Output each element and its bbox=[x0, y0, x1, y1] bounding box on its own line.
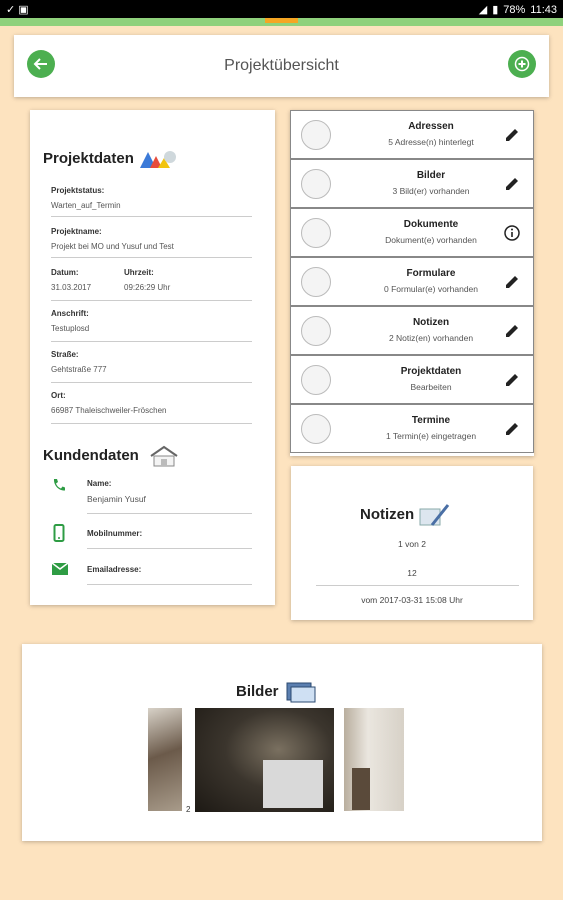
battery-percent: 78% bbox=[503, 3, 526, 16]
menu-item-subtitle: Bearbeiten bbox=[410, 382, 452, 392]
clock: 11:43 bbox=[530, 3, 557, 16]
notes-title bbox=[360, 503, 454, 527]
field-value: Testuplosd bbox=[51, 324, 90, 333]
field-label: Straße: bbox=[51, 350, 79, 359]
menu-item-title: Termine bbox=[411, 415, 451, 426]
notes-card[interactable] bbox=[291, 466, 533, 620]
gallery-counter: 2 bbox=[186, 805, 191, 814]
images-title-text: Bilder bbox=[236, 682, 279, 700]
menu-item-title: Projektdaten bbox=[400, 366, 462, 377]
menu-item-subtitle: 3 Bild(er) vorhanden bbox=[392, 186, 470, 196]
customer-name-field bbox=[87, 479, 252, 514]
menu-item-subtitle: 1 Termin(e) eingetragen bbox=[385, 431, 477, 441]
customer-email-field bbox=[87, 565, 252, 585]
field-street bbox=[51, 350, 252, 383]
image-detail bbox=[263, 760, 323, 808]
menu-item-title: Dokumente bbox=[403, 219, 459, 230]
menu-item-dokumente[interactable] bbox=[290, 208, 534, 257]
menu-item-title: Bilder bbox=[416, 170, 446, 181]
field-label-date: Datum: bbox=[51, 268, 79, 277]
field-value: 66987 Thaleischweiler-Fröschen bbox=[51, 406, 167, 415]
field-label: Projektstatus: bbox=[51, 186, 105, 195]
project-menu bbox=[290, 110, 534, 456]
photo-icon: ▣ bbox=[18, 4, 29, 16]
calendar-icon bbox=[301, 414, 331, 444]
menu-item-title: Formulare bbox=[406, 268, 456, 279]
images-card bbox=[22, 644, 542, 841]
email-icon bbox=[51, 562, 69, 576]
gallery-image-current[interactable] bbox=[195, 708, 334, 812]
status-bar bbox=[0, 0, 563, 18]
notes-icon bbox=[418, 503, 454, 527]
edit-icon[interactable] bbox=[503, 273, 521, 291]
menu-item-termine[interactable] bbox=[290, 404, 534, 453]
field-value: Benjamin Yusuf bbox=[87, 494, 146, 504]
photos-icon bbox=[301, 169, 331, 199]
notes-title-text: Notizen bbox=[360, 505, 415, 523]
menu-item-bilder[interactable] bbox=[290, 159, 534, 208]
info-icon[interactable] bbox=[503, 224, 521, 242]
notes-divider bbox=[316, 585, 519, 586]
field-value-date: 31.03.2017 bbox=[51, 283, 92, 292]
notes-icon bbox=[301, 316, 331, 346]
field-label: Emailadresse: bbox=[87, 565, 142, 574]
house-icon bbox=[301, 120, 331, 150]
check-icon: ✓ bbox=[6, 4, 16, 16]
field-date-time bbox=[51, 268, 252, 301]
edit-icon[interactable] bbox=[503, 126, 521, 144]
field-project-status bbox=[51, 186, 252, 217]
field-label-time: Uhrzeit: bbox=[124, 268, 154, 277]
menu-item-notizen[interactable] bbox=[290, 306, 534, 355]
field-value: Warten_auf_Termin bbox=[51, 201, 121, 210]
field-project-name bbox=[51, 227, 252, 258]
menu-item-title: Notizen bbox=[412, 317, 450, 328]
project-data-title bbox=[43, 148, 178, 170]
menu-item-subtitle: 5 Adresse(n) hinterlegt bbox=[388, 137, 474, 147]
phone-icon bbox=[51, 477, 67, 493]
top-tab-indicator bbox=[265, 18, 298, 23]
field-label: Ort: bbox=[51, 391, 66, 400]
field-address bbox=[51, 309, 252, 342]
gallery-image-prev[interactable] bbox=[148, 708, 182, 811]
menu-item-projektdaten[interactable] bbox=[290, 355, 534, 404]
field-value-time: 09:26:29 Uhr bbox=[124, 283, 171, 292]
menu-item-adressen[interactable] bbox=[290, 110, 534, 159]
menu-item-subtitle: 0 Formular(e) vorhanden bbox=[383, 284, 478, 294]
notes-page-indicator: 1 von 2 bbox=[398, 539, 426, 549]
edit-icon[interactable] bbox=[503, 371, 521, 389]
status-right bbox=[479, 3, 557, 16]
notes-date: vom 2017-03-31 15:08 Uhr bbox=[361, 595, 463, 605]
documents-icon bbox=[301, 218, 331, 248]
chart-icon bbox=[138, 148, 178, 170]
notes-content: 12 bbox=[407, 568, 417, 578]
plus-icon bbox=[514, 56, 530, 72]
customer-data-title bbox=[43, 444, 181, 468]
gallery-image-next[interactable] bbox=[344, 708, 404, 811]
customer-mobile-field bbox=[87, 529, 252, 549]
photos-icon bbox=[283, 680, 319, 704]
field-label: Name: bbox=[87, 479, 112, 488]
edit-icon[interactable] bbox=[503, 175, 521, 193]
project-data-title-text: Projektdaten bbox=[43, 149, 134, 167]
field-value: Gehtstraße 777 bbox=[51, 365, 107, 374]
field-value: Projekt bei MO und Yusuf und Test bbox=[51, 242, 174, 251]
status-left-icons bbox=[6, 3, 29, 16]
menu-item-subtitle: Dokument(e) vorhanden bbox=[385, 235, 477, 245]
images-title bbox=[236, 680, 319, 704]
menu-item-formulare[interactable] bbox=[290, 257, 534, 306]
field-city bbox=[51, 391, 252, 424]
field-label: Mobilnummer: bbox=[87, 529, 143, 538]
signal-icon: ◢ bbox=[478, 4, 488, 16]
page-title: Projektübersicht bbox=[224, 57, 339, 74]
field-label: Projektname: bbox=[51, 227, 102, 236]
house-icon bbox=[147, 444, 181, 468]
chart-icon bbox=[301, 365, 331, 395]
project-data-card bbox=[30, 110, 275, 605]
menu-item-title: Adressen bbox=[408, 121, 454, 132]
edit-icon[interactable] bbox=[503, 420, 521, 438]
forms-icon bbox=[301, 267, 331, 297]
customer-data-title-text: Kundendaten bbox=[43, 446, 139, 464]
battery-icon: ▮ bbox=[492, 4, 499, 16]
edit-icon[interactable] bbox=[503, 322, 521, 340]
menu-item-subtitle: 2 Notiz(en) vorhanden bbox=[388, 333, 474, 343]
add-button[interactable] bbox=[508, 50, 536, 78]
header-card bbox=[14, 35, 549, 97]
image-detail bbox=[352, 768, 370, 810]
mobile-icon bbox=[51, 524, 67, 542]
field-label: Anschrift: bbox=[51, 309, 89, 318]
